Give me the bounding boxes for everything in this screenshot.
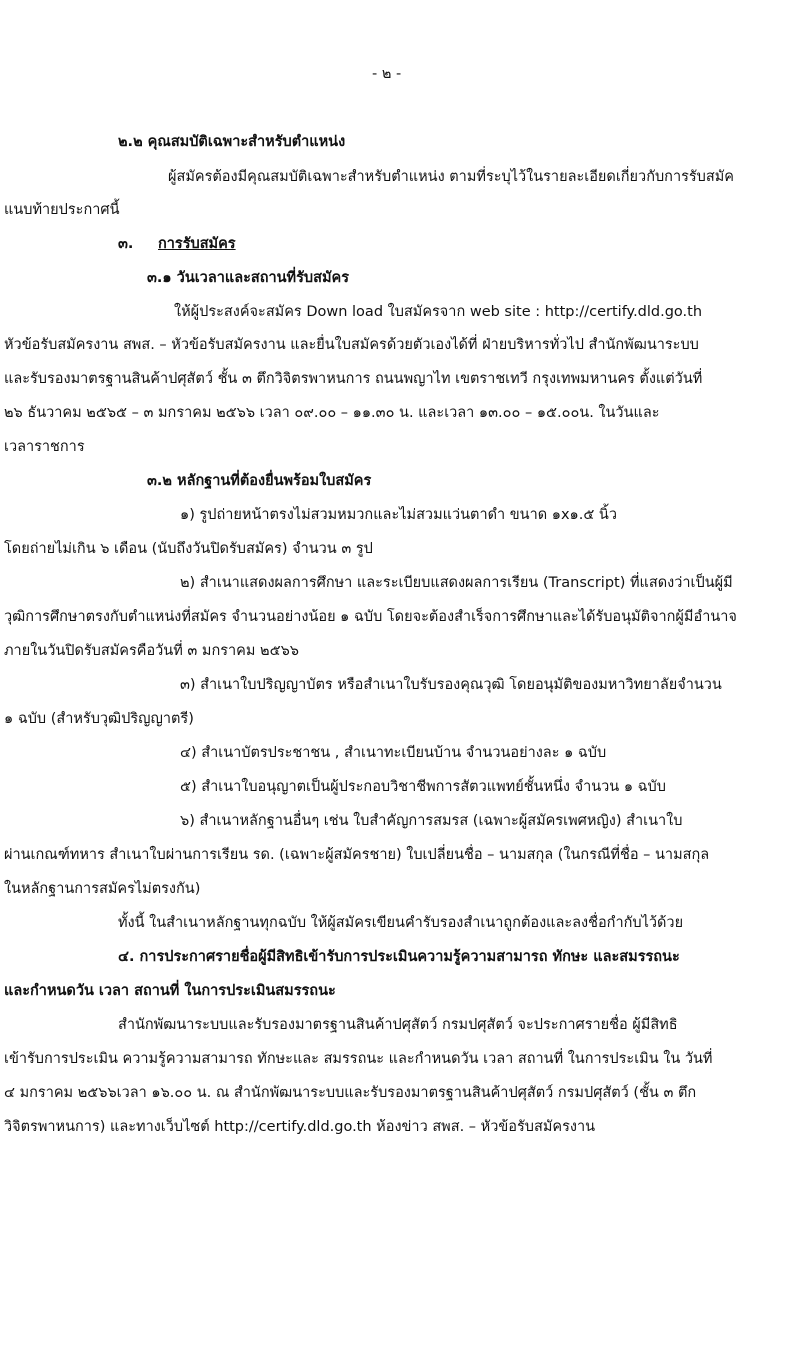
section-3-2-item-line: วุฒิการศึกษาตรงกับตำแหน่งที่สมัคร จำนวนอย่างน้อย ๑ ฉบับ โดยจะต้องสำเร็จการศึกษาและได้รับอนุมัติจากผู้มีอำนาจ — [4, 609, 737, 625]
section-3-heading — [118, 234, 236, 254]
section-3-2-heading: ๓.๒ หลักฐานที่ต้องยื่นพร้อมใบสมัคร — [147, 473, 372, 489]
section-3-2-item-line: ๑ ฉบับ (สำหรับวุฒิปริญญาตรี) — [4, 711, 194, 727]
section-3-2-item-line: ๒) สำเนาแสดงผลการศึกษา และระเบียบแสดงผลการเรียน (Transcript) ที่แสดงว่าเป็นผู้มี — [180, 575, 733, 591]
section-3-2-item-line: ทั้งนี้ ในสำเนาหลักฐานทุกฉบับ ให้ผู้สมัครเขียนคำรับรองสำเนาถูกต้องและลงชื่อกำกับไว้ด้วย — [118, 915, 684, 931]
section-2-2-text-line: ผู้สมัครต้องมีคุณสมบัติเฉพาะสำหรับตำแหน่ง ตามที่ระบุไว้ในรายละเอียดเกี่ยวกับการรับสมัค — [168, 169, 734, 185]
section-2-2-heading: ๒.๒ คุณสมบัติเฉพาะสำหรับตำแหน่ง — [118, 134, 346, 150]
section-4-heading: และกำหนดวัน เวลา สถานที่ ในการประเมินสมรรถนะ — [4, 983, 336, 999]
section-3-1-text-line: และรับรองมาตรฐานสินค้าปศุสัตว์ ชั้น ๓ ตึกวิจิตรพาหนการ ถนนพญาไท เขตราชเทวี กรุงเทพมหานคร ตั้งแต่วันที่ — [4, 371, 703, 387]
section-2-2-text-line: แนบท้ายประกาศนี้ — [4, 202, 120, 218]
section-3-2-item-line: ๑) รูปถ่ายหน้าตรงไม่สวมหมวกและไม่สวมแว่นตาดำ ขนาด ๑x๑.๕ นิ้ว — [180, 507, 617, 523]
section-4-text-line: สำนักพัฒนาระบบและรับรองมาตรฐานสินค้าปศุสัตว์ กรมปศุสัตว์ จะประกาศรายชื่อ ผู้มีสิทธิ — [118, 1017, 678, 1033]
section-3-2-item-line: ๔) สำเนาบัตรประชาชน , สำเนาทะเบียนบ้าน จำนวนอย่างละ ๑ ฉบับ — [180, 745, 607, 761]
section-3-title: การรับสมัคร — [158, 236, 236, 252]
section-3-2-item-line: ๖) สำเนาหลักฐานอื่นๆ เช่น ใบสำคัญการสมรส (เฉพาะผู้สมัครเพศหญิง) สำเนาใบ — [180, 813, 683, 829]
section-3-2-item-line: ผ่านเกณฑ์ทหาร สำเนาใบผ่านการเรียน รด. (เฉพาะผู้สมัครชาย) ใบเปลี่ยนชื่อ – นามสกุล (ในกรณีที่ชื่อ – นามสกุล — [4, 847, 710, 863]
section-3-1-text-line: เวลาราชการ — [4, 439, 85, 455]
section-3-2-item-line: ภายในวันปิดรับสมัครคือวันที่ ๓ มกราคม ๒๕๖๖ — [4, 643, 299, 659]
section-3-2-item-line: ๓) สำเนาใบปริญญาบัตร หรือสำเนาใบรับรองคุณวุฒิ โดยอนุมัติของมหาวิทยาลัยจำนวน — [180, 677, 722, 693]
section-4-text-line: วิจิตรพาหนการ) และทางเว็บไซต์ http://certify.dld.go.th ห้องข่าว สพส. – หัวข้อรับสมัครงาน — [4, 1119, 596, 1135]
section-3-2-item-line: โดยถ่ายไม่เกิน ๖ เดือน (นับถึงวันปิดรับสมัคร) จำนวน ๓ รูป — [4, 541, 373, 557]
section-3-1-text-line: ๒๖ ธันวาคม ๒๕๖๕ – ๓ มกราคม ๒๕๖๖ เวลา ๐๙.๐๐ – ๑๑.๓๐ น. และเวลา ๑๓.๐๐ – ๑๕.๐๐น. ในวันและ — [4, 405, 660, 421]
section-3-number: ๓. — [118, 236, 134, 252]
section-3-1-heading: ๓.๑ วันเวลาและสถานที่รับสมัคร — [147, 270, 350, 286]
section-4-text-line: ๔ มกราคม ๒๕๖๖เวลา ๑๖.๐๐ น. ณ สำนักพัฒนาระบบและรับรองมาตรฐานสินค้าปศุสัตว์ กรมปศุสัตว์ (ชั้น ๓ ตึก — [4, 1085, 697, 1101]
section-3-2-item-line: ในหลักฐานการสมัครไม่ตรงกัน) — [4, 881, 201, 897]
section-3-2-item-line: ๕) สำเนาใบอนุญาตเป็นผู้ประกอบวิชาชีพการสัตวแพทย์ชั้นหนึ่ง จำนวน ๑ ฉบับ — [180, 779, 666, 795]
page-number: - ๒ - — [372, 66, 402, 82]
section-3-1-text-line: ให้ผู้ประสงค์จะสมัคร Down load ใบสมัครจาก web site : http://certify.dld.go.th — [174, 304, 703, 320]
section-3-1-text-line: หัวข้อรับสมัครงาน สพส. – หัวข้อรับสมัครงาน และยื่นใบสมัครด้วยตัวเองได้ที่ ฝ่ายบริหารทั่วไป สำนักพัฒนาระบบ — [4, 337, 699, 353]
section-4-text-line: เข้ารับการประเมิน ความรู้ความสามารถ ทักษะและ สมรรถนะ และกำหนดวัน เวลา สถานที่ ในการประเมิน ใน วันที่ — [4, 1051, 713, 1067]
section-4-heading: ๔. การประกาศรายชื่อผู้มีสิทธิเข้ารับการประเมินความรู้ความสามารถ ทักษะ และสมรรถนะ — [118, 949, 680, 965]
